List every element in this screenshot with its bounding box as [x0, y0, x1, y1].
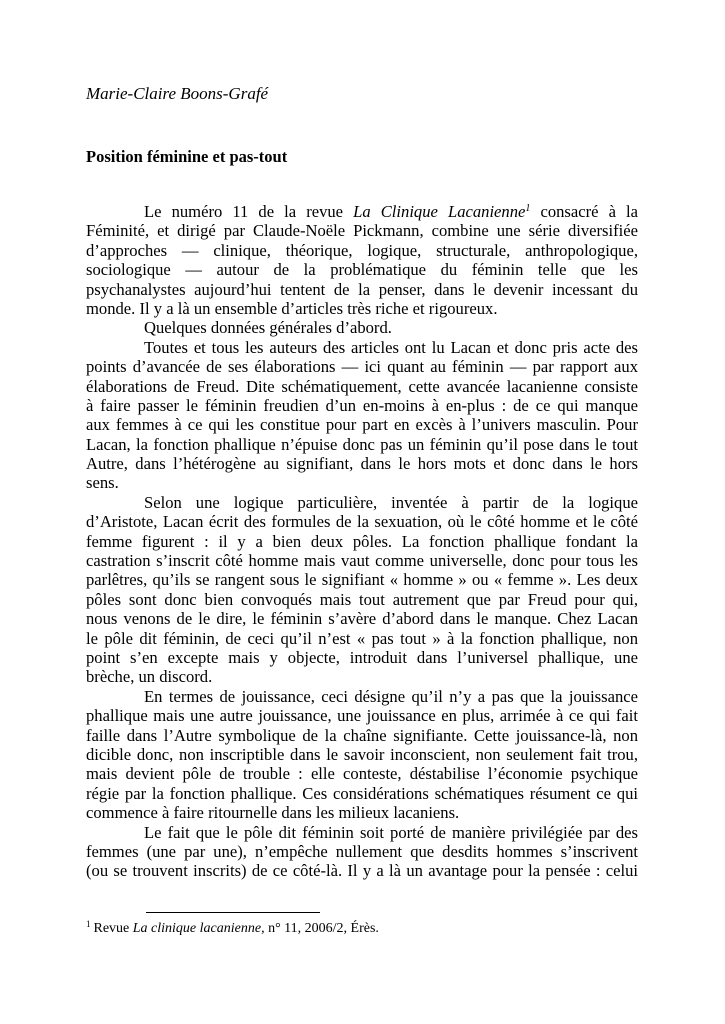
body-line: femmes (une par une), n’empêche nullement que desdits hommes s’inscrivent: [86, 841, 638, 861]
body-line: Le numéro 11 de la revue La Clinique Lacanienne$^1$ consacré à la: [144, 202, 639, 221]
body-line: En termes de jouissance, ceci désigne qu’il n’y a pas que la jouissance: [144, 686, 638, 706]
body-line: sociologique — autour de la problématique du féminin telle que les: [86, 260, 638, 280]
body-line: femme figurent : il y a bien deux pôles. La fonction phallique fondant la: [86, 531, 638, 551]
body-line: mais devient pôle de trouble : elle conteste, déstabilise l’économie psychique: [86, 764, 638, 784]
article-title: Position féminine et pas-tout: [86, 147, 288, 166]
body-line: élaborations de Freud. Dite schématiquement, cette avancée lacanienne consiste: [86, 376, 638, 396]
footnote-separator: [146, 912, 320, 913]
body-line: sens.: [86, 473, 119, 493]
body-line: le pôle dit féminin, de ceci qu’il n’est « pas tout » à la fonction phallique, non: [86, 628, 638, 648]
footnote: $^1$ Revue La clinique lacanienne, n° 11, 2006/2, Érès.: [86, 919, 379, 936]
body-line: Autre, dans l’hétérogène au signifiant, dans le hors mots et donc dans le hors: [86, 454, 638, 474]
body-line: Féminité, et dirigé par Claude-Noële Pickmann, combine une série diversifiée: [86, 221, 638, 241]
body-line: phallique mais une autre jouissance, une jouissance en plus, arrimée à ce qui fait: [86, 706, 638, 726]
body-line: Le fait que le pôle dit féminin soit porté de manière privilégiée par des: [144, 822, 638, 842]
body-line: Quelques données générales d’abord.: [144, 318, 392, 338]
body-line: faille dans l’Autre symbolique de la chaîne signifiante. Cette jouissance-là, non: [86, 725, 638, 745]
body-line: commence à faire ritournelle dans les milieux lacaniens.: [86, 803, 460, 823]
body-line: dicible donc, non inscriptible dans le savoir inconscient, non seulement fait trou,: [86, 744, 638, 764]
body-line: nous venons de le dire, le féminin s’avère d’abord dans le manque. Chez Lacan: [86, 609, 638, 629]
body-line: (ou se trouvent inscrits) de ce côté-là. Il y a là un avantage pour la pensée : celui: [86, 861, 638, 881]
body-line: Lacan, la fonction phallique n’épuise donc pas un féminin qu’il pose dans le tout: [86, 434, 638, 454]
body-line: pôles sont donc bien convoqués mais tout autrement que par Freud pour qui,: [86, 589, 638, 609]
body-line: d’Aristote, Lacan écrit des formules de la sexuation, où le côté homme et le côté: [86, 512, 638, 532]
body-line: point s’en excepte mais y objecte, introduit dans l’universel phallique, une: [86, 647, 638, 667]
body-line: psychanalystes aujourd’hui tentent de la penser, dans le devenir incessant du: [86, 279, 638, 299]
body-line: brèche, un discord.: [86, 667, 213, 687]
body-line: Selon une logique particulière, inventée à partir de la logique: [144, 492, 638, 512]
journal-title: La Clinique Lacanienne: [353, 202, 526, 221]
author-name: Marie-Claire Boons-Grafé: [86, 84, 269, 103]
body-line: castration s’inscrit côté homme mais vaut comme universelle, donc pour tous les: [86, 551, 638, 571]
body-line: Toutes et tous les auteurs des articles ont lu Lacan et donc pris acte des: [144, 337, 638, 357]
footnote-journal-title: La clinique lacanienne: [132, 921, 262, 936]
body-line: monde. Il y a là un ensemble d’articles très riche et rigoureux.: [86, 298, 498, 318]
body-line: parlêtres, qu’ils se rangent sous le signifiant « homme » ou « femme ». Les deux: [86, 570, 638, 590]
body-line: aux femmes à ce qui les constitue pour part en excès à l’univers masculin. Pour: [86, 415, 638, 435]
article-body: [86, 202, 638, 881]
body-line: à faire passer le féminin freudien d’un en-moins à en-plus : de ce qui manque: [86, 395, 638, 415]
footnote-reference[interactable]: 1: [525, 203, 531, 214]
body-line: régie par la fonction phallique. Ces considérations schématiques résument ce qui: [86, 783, 638, 803]
body-line: points d’avancée de ses élaborations — ici quant au féminin — par rapport aux: [86, 357, 638, 377]
body-line: d’approches — clinique, théorique, logique, structurale, anthropologique,: [86, 240, 638, 260]
footnote-number: 1: [86, 919, 91, 929]
